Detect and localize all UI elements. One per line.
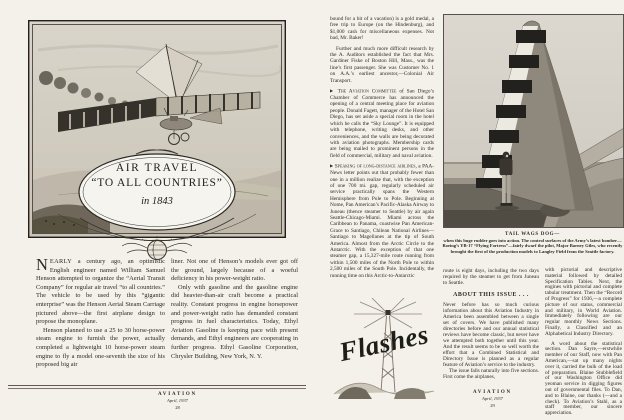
editorial-paragraph: Further and much more difficult research by the A. Auditors established the fact that Mrs. Gardiner Fiske of Boston Hill, Mass., was the line’s first passenger. She was Customer No. 1 on A.A.’s earliest ancestor,—Colonial Air Transport.: [330, 45, 434, 84]
ad-paragraph: NEARLY a century ago, an optimistic English engineer named William Samuel Henson attempted to organize the “Aerial Transit Company” for regular air travel “to all countries.” The vehicle to be used by this “gigantic enterprise” was the Henson Aerial Steam Carriage pictured above—the first airplane design to propose the monoplane.: [36, 255, 165, 326]
page-number: 28: [175, 405, 180, 410]
magazine-name: AVIATION: [158, 392, 197, 397]
paragraph-pointer-icon: ▶: [330, 163, 334, 169]
editorial-paragraph: with pictorial and descriptive material followed by detailed Specification Tables. Next, the engines with pictorial and complete tabular treatment. Then the “Record of Progress” for 1936,—a complete picture of our status, commercial and military, in World Aviation. Immediately following are our regular monthly News Sections. Finally, a Classified and an Alphabetical Industry Directory.: [545, 267, 622, 337]
about-this-issue-header: ABOUT THIS ISSUE . . .: [453, 292, 529, 298]
editorial-paragraph: route is eight days, including the two days required by the steamer to get from Juneau to Seattle.: [443, 268, 539, 286]
editorial-paragraph: ▶ Speaking of long-distance airlines, a PAA-News letter points out that probably fewer than one in a million realize that, with the exception of one 700 mi. gap, regularly scheduled air service practically spans the Western Hemisphere from Pole to Pole. Beginning at Nome, Pan American’s Pacific-Alaska Airway to Juneau (thence steamer to Seattle) by air again Seattle-Chicago-Miami. Miami across the Caribbean to Panama, coastwise Pan American-Grace to Santiago, Chilean National Airlines—Santiago to Magellanes at the tip of South America. Almost from the Arctic Circle to the Antarctic. With the exception of that one steamer gap, a 15,327-mile route running from within 1,500 miles of the North Pole to within 2,500 miles of the South Pole. Incidentally, the running time on this Arctic-to-Antarctic: [330, 163, 435, 279]
editorial-paragraph: Never before has so much curious information about this Aviation Industry in America been assembled between a single set of covers. We have published many directories before and our annual statistical reviews have become classic, but never have we attempted both together until this year. And the result seems to be so well worth the effort that a Combined Statistical and Directory Issue is planned as a regular feature of Aviation’s service to the industry.: [443, 302, 539, 368]
flashes-script-text: Flashes: [336, 318, 432, 368]
henson-steam-carriage-illustration: [28, 20, 286, 268]
left-page-footer: [130, 392, 225, 410]
right-page-footer: [450, 390, 535, 408]
magazine-name: AVIATION: [473, 390, 512, 395]
b17-tail-photograph: [443, 14, 624, 228]
editorial-paragraph: bound for a bit of a vacation) is a gold medal, a free trip to Europe (on the Hindenburg), and $1,000 cash for miscellaneous expenses. Not bad, Mr. Baker!: [330, 16, 434, 42]
editorial-paragraph: The issue falls naturally into five sections. First come the airplanes,: [443, 368, 539, 380]
paragraph-pointer-icon: ▶: [330, 88, 335, 94]
ad-body-column-left: [36, 255, 165, 370]
photo-caption-title: TAIL WAGS DOG—: [505, 232, 560, 237]
dropcap: N: [36, 255, 48, 274]
ad-paragraph: Only with gasoline and the gasoline engine did heavier-than-air craft become a practical reality. Constant progress in engine horsepower and power-weight ratio has demanded constant progress in fuel characteristics. Today, Ethyl Aviation Gasoline is keeping pace with present demands, and Ethyl engineers are cooperating in further progress. Ethyl Gasoline Corporation, Chrysler Building, New York, N. Y.: [171, 283, 298, 360]
editorial-column-1: [330, 16, 434, 279]
ad-title-line1: AIR TRAVEL: [115, 162, 199, 174]
flying-fortress-tail-photo: [443, 14, 624, 228]
ad-paragraph: Henson planned to use a 25 to 30 horse-power steam engine to furnish the power, actually completed a lightweight 10 horse-power steam engine to fly a model one-seventh the size of his proposed big air: [36, 326, 165, 369]
editorial-paragraph: ▶ The Aviation Committee of San Diego’s Chamber of Commerce has announced the opening of a central meeting place for aviation people. Donald Fagett, manager of the Hotel San Diego, has set aside a special room in the hotel which he calls the “Sky Lounge”. It is equipped with telephone, writing desks, and other conveniences, and the walls are being decorated with aviation photographs. Membership cards are being mailed to prominent persons in the field of commercial, military and naval aviation.: [330, 88, 435, 159]
page-rule: [8, 385, 306, 389]
photo-caption-body: when this huge rudder goes into action. The control surfaces of the Army’s latest bomber—Boeing’s YB-17 “Flying Fortress”—fairly dwarf the pilot, Major Barney Giles, who recently brought the first of the production models to Langley Field from the Seattle factory.: [442, 238, 623, 254]
ad-body-column-right: [171, 258, 298, 361]
ad-title-line2: “TO ALL COUNTRIES”: [91, 177, 223, 189]
editorial-paragraph: A word about the statistical section. Dan Sayre,—erstwhile member of our Staff, now with Pan American,—sat up many nights over it, carried the bulk of the load of preparation. Blaine Stubblefield of our Washington Office did yeoman service in digging figures out of governmental files. To Dan, and to Blaine, our thanks (—and a check). To Aviation’s Stahl, as a staff member, our sincere appreciation.: [545, 340, 622, 417]
page-number: 29: [490, 403, 495, 408]
editorial-column-3: [545, 268, 622, 417]
ad-title-line3: in 1843: [141, 196, 173, 207]
photo-caption: [441, 232, 624, 254]
aerial-steam-carriage-engraving: [28, 20, 286, 268]
issue-date: April, 1937: [482, 395, 503, 401]
issue-date: April, 1937: [167, 397, 188, 403]
flashes-section-logo: [326, 298, 442, 404]
winged-globe-emblem: [122, 236, 192, 260]
ad-paragraph: liner. Not one of Henson’s models ever got off the ground, largely because of a woeful deficiency in his power-weight ratio.: [171, 258, 298, 283]
editorial-column-2: [443, 268, 539, 380]
